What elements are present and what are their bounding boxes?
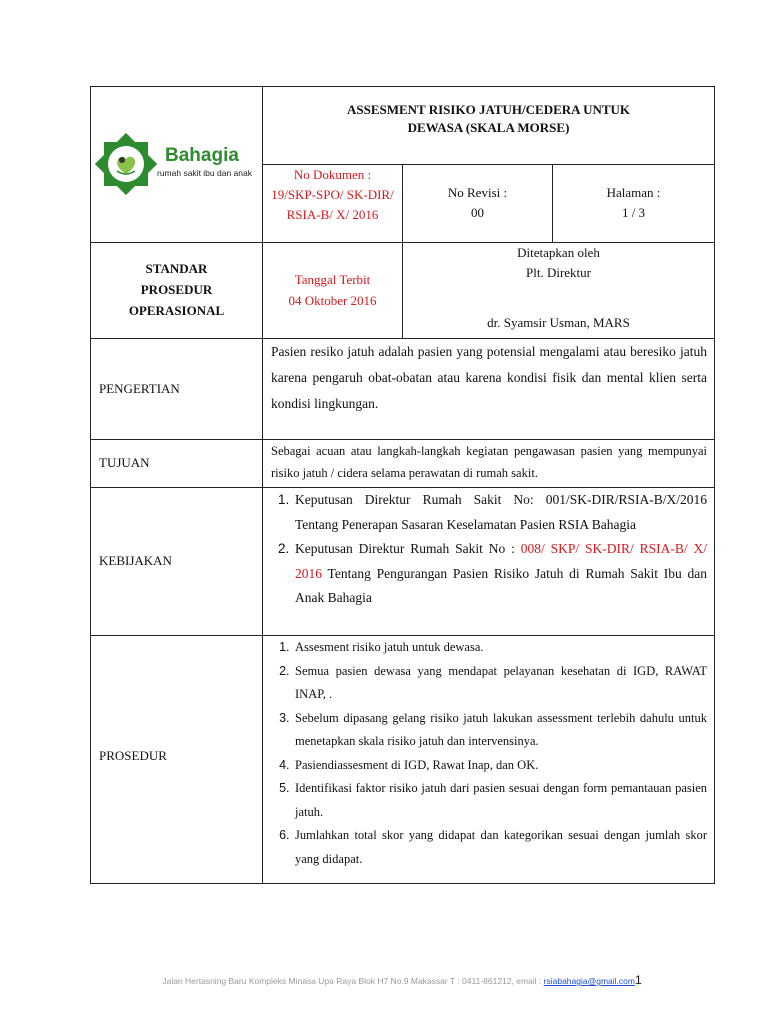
- hospital-logo: [95, 135, 255, 195]
- prosedur-item-text: Pasiendiassesment di IGD, Rawat Inap, dan OK.: [295, 757, 539, 772]
- sop-document-table: [90, 86, 715, 884]
- page-cell: [553, 165, 715, 243]
- kebijakan-label: KEBIJAKAN: [99, 553, 172, 569]
- approver-signatory: dr. Syamsir Usman, MARS: [487, 315, 630, 331]
- prosedur-item-text: Identifikasi faktor risiko jatuh dari pasien sesuai dengan form pemantauan pasien jatuh.: [295, 781, 707, 819]
- revision-cell: [403, 165, 553, 243]
- approver-position: Plt. Direktur: [526, 265, 591, 281]
- footer-email-link[interactable]: rsiabahagia@gmail.com: [543, 976, 635, 986]
- pengertian-label-cell: [91, 339, 263, 440]
- document-number-label: No Dokumen :: [293, 167, 372, 182]
- kebijakan-label-cell: [91, 488, 263, 636]
- prosedur-item-text: Sebelum dipasang gelang risiko jatuh lakukan assessment terlebih dahulu untuk menetapkan skala risiko jatuh dan intervensinya.: [295, 710, 707, 748]
- kebijakan-item: [293, 537, 707, 611]
- issue-date-label: Tanggal Terbit: [294, 272, 371, 288]
- issue-date-cell: [263, 243, 403, 339]
- document-number-cell: [263, 165, 403, 243]
- logo-tagline: rumah sakit ibu dan anak: [157, 167, 252, 178]
- tujuan-label: TUJUAN: [99, 455, 150, 471]
- footer-page-number: 1: [634, 973, 642, 987]
- footer-address: Jalan Hertasning Baru Kompleks Minasa Upa Raya Blok H7 No.9 Makassar T : 0411-861212, email :: [162, 976, 544, 986]
- revision-value: 00: [471, 205, 484, 221]
- pengertian-content: [263, 339, 715, 440]
- prosedur-item: [293, 636, 707, 660]
- prosedur-item: [293, 754, 707, 778]
- kebijakan-list: [271, 488, 707, 611]
- prosedur-list: [271, 636, 707, 871]
- kebijakan-item-2-prefix: Keputusan Direktur Rumah Sakit No :: [295, 541, 521, 556]
- tujuan-text: Sebagai acuan atau langkah-langkah kegiatan pengawasan pasien yang mempunyai risiko jatuh / cidera selama perawatan di rumah sakit.: [271, 444, 707, 480]
- tujuan-content: [263, 440, 715, 488]
- approved-by-label: Ditetapkan oleh: [517, 245, 600, 260]
- prosedur-item: [293, 660, 707, 707]
- issue-date-value: 04 Oktober 2016: [288, 292, 377, 308]
- title-line-2: DEWASA (SKALA MORSE): [407, 120, 570, 136]
- page-label: Halaman :: [606, 185, 661, 200]
- prosedur-item: [293, 707, 707, 754]
- page-value: 1 / 3: [621, 205, 646, 221]
- kebijakan-content: [263, 488, 715, 636]
- document-title: [263, 87, 715, 165]
- kebijakan-item-2-suffix: Tentang Pengurangan Pasien Risiko Jatuh di Rumah Sakit Ibu dan Anak Bahagia: [295, 565, 707, 605]
- approval-cell: [403, 243, 715, 339]
- prosedur-label-cell: [91, 636, 263, 884]
- kebijakan-item-1-text: Keputusan Direktur Rumah Sakit No: 001/SK-DIR/RSIA-B/X/2016 Tentang Penerapan Sasaran Keselamatan Pasien RSIA Bahagia: [295, 492, 707, 532]
- document-number-value: 19/SKP-SPO/ SK-DIR/ RSIA-B/ X/ 2016: [271, 187, 394, 223]
- kebijakan-item-2-reference: 008/ SKP/ SK-DIR/ RSIA-B/ X/ 2016: [295, 541, 707, 581]
- sop-type-cell: [91, 243, 263, 339]
- prosedur-item: [293, 777, 707, 824]
- prosedur-content: [263, 636, 715, 884]
- prosedur-item-text: Semua pasien dewasa yang mendapat pelayanan kesehatan di IGD, RAWAT INAP, .: [295, 663, 707, 701]
- revision-label: No Revisi :: [447, 185, 508, 200]
- kebijakan-item: [293, 488, 707, 537]
- pengertian-label: PENGERTIAN: [99, 380, 180, 396]
- prosedur-label: PROSEDUR: [99, 748, 167, 764]
- tujuan-label-cell: [91, 440, 263, 488]
- title-line-1: ASSESMENT RISIKO JATUH/CEDERA UNTUK: [346, 102, 631, 117]
- prosedur-item-text: Assesment risiko jatuh untuk dewasa.: [295, 640, 484, 654]
- prosedur-item: [293, 824, 707, 871]
- page-footer: [90, 973, 714, 987]
- logo-name: Bahagia: [165, 144, 239, 166]
- pengertian-text: Pasien resiko jatuh adalah pasien yang potensial mengalami atau beresiko jatuh karena pengaruh obat-obatan atau karena kondisi fisik dan mental klien serta kondisi lingkungan.: [271, 344, 707, 411]
- logo-cell: [91, 87, 263, 243]
- logo-emblem-icon: [95, 133, 157, 195]
- sop-type-label: STANDAR PROSEDUR OPERASIONAL: [128, 261, 225, 318]
- prosedur-item-text: Jumlahkan total skor yang didapat dan kategorikan sesuai dengan jumlah skor yang didapat.: [295, 828, 707, 866]
